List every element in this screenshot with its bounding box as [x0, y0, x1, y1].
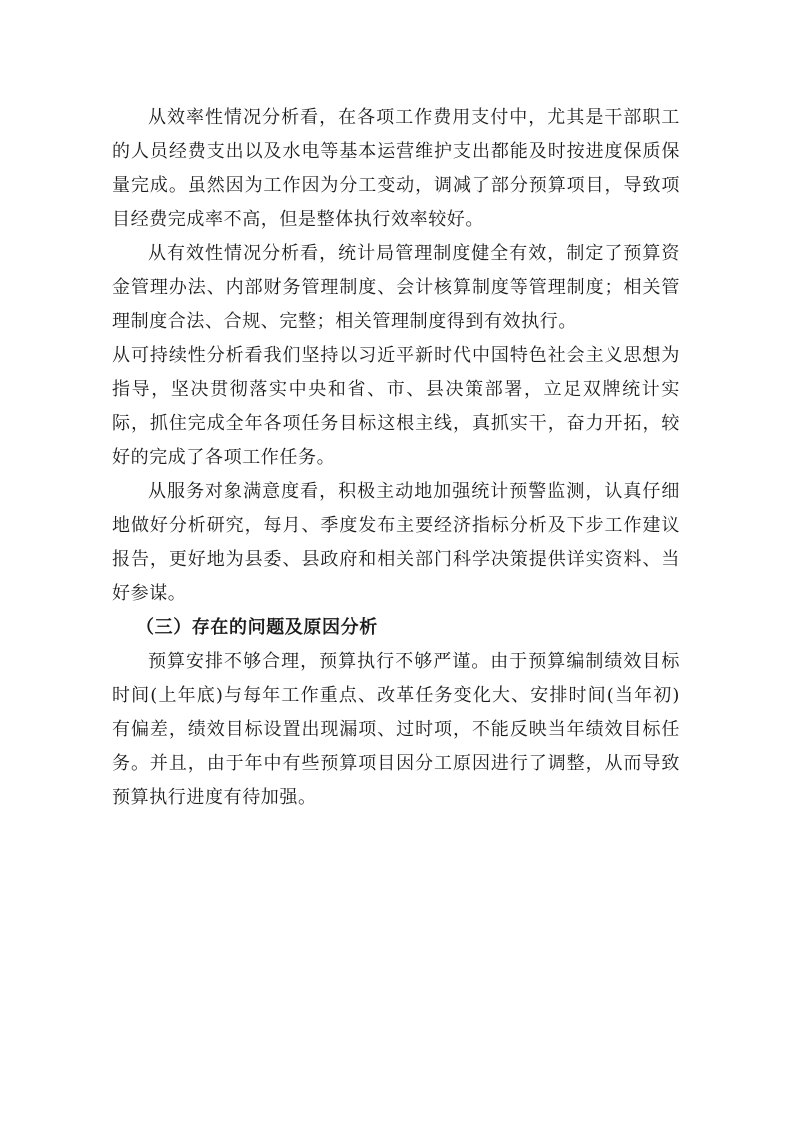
- document-page: [112, 101, 680, 815]
- paragraph-effectiveness: 从有效性情况分析看，统计局管理制度健全有效，制定了预算资金管理办法、内部财务管理制度、会计核算制度等管理制度；相关管理制度合法、合规、完整；相关管理制度得到有效执行。: [112, 243, 680, 332]
- paragraph-problems: 预算安排不够合理，预算执行不够严谨。由于预算编制绩效目标时间(上年底)与每年工作重点、改革任务变化大、安排时间(当年初)有偏差，绩效目标设置出现漏项、过时项，不能反映当年绩效目标任务。并且，由于年中有些预算项目因分工原因进行了调整，从而导致预算执行进度有待加强。: [112, 651, 680, 808]
- section-heading: （三）存在的问题及原因分析: [136, 617, 378, 638]
- paragraph-satisfaction: 从服务对象满意度看，积极主动地加强统计预警监测，认真仔细地做好分析研究，每月、季度发布主要经济指标分析及下步工作建议报告，更好地为县委、县政府和相关部门科学决策提供详实资料、当好参谋。: [112, 481, 680, 604]
- paragraph-sustainability: 从可持续性分析看我们坚持以习近平新时代中国特色社会主义思想为指导，坚决贯彻落实中央和省、市、县决策部署，立足双牌统计实际，抓住完成全年各项任务目标这根主线，真抓实干，奋力开拓，较好的完成了各项工作任务。: [112, 345, 680, 468]
- paragraph-efficiency: 从效率性情况分析看，在各项工作费用支付中，尤其是干部职工的人员经费支出以及水电等基本运营维护支出都能及时按进度保质保量完成。虽然因为工作因为分工变动，调减了部分预算项目，导致项目经费完成率不高，但是整体执行效率较好。: [112, 107, 680, 230]
